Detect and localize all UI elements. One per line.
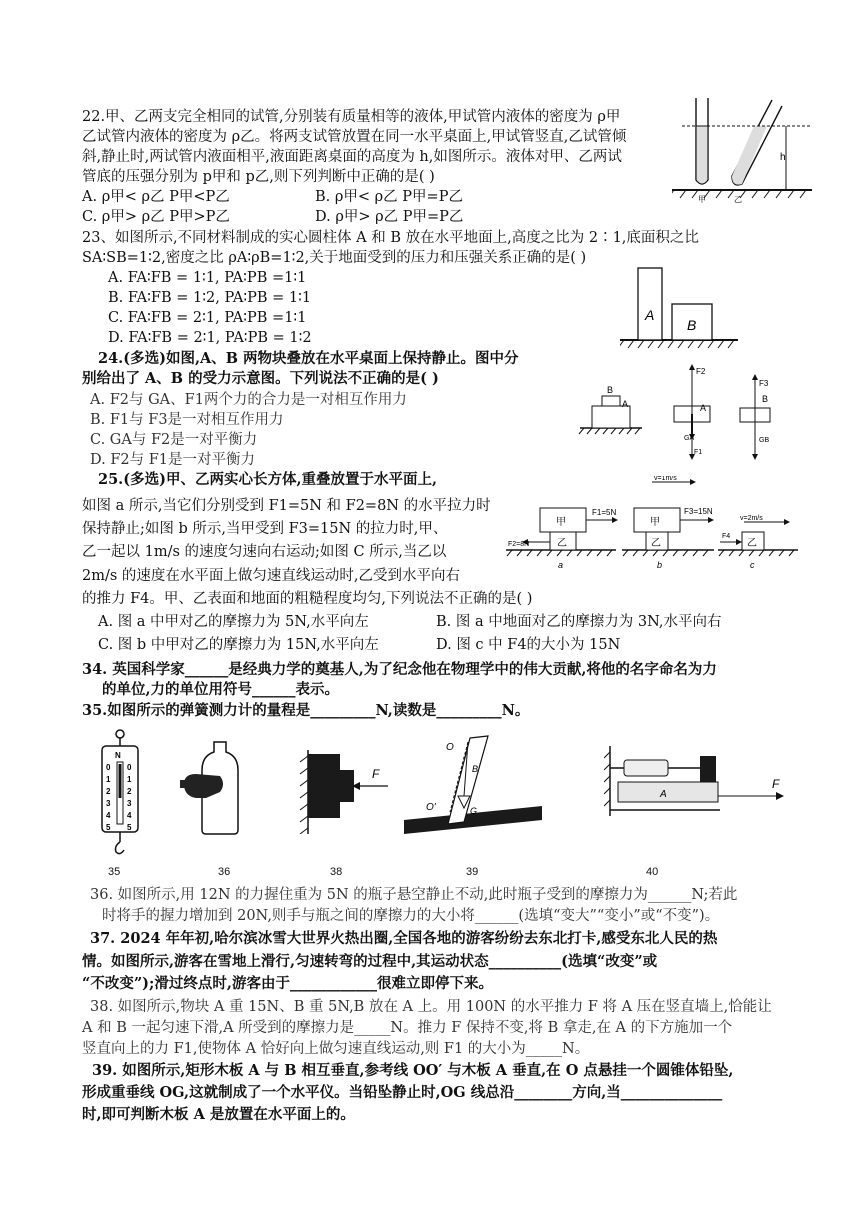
q23-option-a: A. FA∶FB = 1∶1, PA∶PB =1∶1: [108, 270, 307, 286]
fig38-wall-blocks: [296, 750, 392, 834]
q24-fig-gb-label: GB: [759, 437, 770, 444]
fig39-point-g: G: [470, 806, 478, 816]
fig35-scale-4: 4: [106, 811, 111, 820]
q38-line2: A 和 B 一起匀速下滑,A 所受到的摩擦力是_____N。推力 F 保持不变,将 B 拿走,在 A 的下方施加一个: [82, 1020, 733, 1036]
q22-fig-yi-label: 乙: [734, 195, 742, 204]
q36-line1: 36. 如图所示,用 12N 的力握住重为 5N 的瓶子悬空静止不动,此时瓶子受到的摩擦力为______N;若此: [90, 887, 738, 903]
q24-line1: 24.(多选)如图,A、B 两物块叠放在水平桌面上保持静止。图中分: [98, 350, 519, 367]
q23-cylinders-figure: [620, 262, 740, 354]
q25-fig-f3-label: F3=15N: [684, 507, 713, 516]
q23-line2: SA∶SB=1∶2,密度之比 ρA∶ρB=1∶2,关于地面受到的压力和压强关系正确的是( ): [82, 250, 587, 266]
q23-fig-a-label: A: [645, 307, 655, 323]
q22-option-a: A. ρ甲< ρ乙 P甲<P乙: [82, 189, 230, 205]
q25-fig-c-yi: 乙: [747, 538, 757, 549]
q25-fig-caption-c: c: [750, 560, 755, 570]
q24-option-a: A. F2与 GA、F1两个力的合力是一对相互作用力: [90, 392, 407, 408]
q25-line1: 25.(多选)甲、乙两实心长方体,重叠放置于水平面上,: [98, 471, 438, 488]
q25-fig-b-yi: 乙: [651, 538, 661, 549]
fig35-scale-r2: 2: [127, 787, 132, 796]
fig38-caption: 38: [330, 866, 343, 878]
fig35-caption: 35: [108, 866, 121, 878]
q22-line3: 斜,静止时,两试管内液面相平,液面距离桌面的高度为 h,如图所示。液体对甲、乙两试: [82, 149, 622, 165]
q24-option-d: D. F2与 F1是一对平衡力: [90, 452, 256, 468]
q22-option-d: D. ρ甲> ρ乙 P甲=P乙: [315, 209, 464, 225]
q25-fig-a-jia: 甲: [556, 517, 566, 528]
q22-fig-jia-label: 甲: [698, 195, 706, 204]
fig35-scale-2: 2: [106, 787, 111, 796]
fig36-hand-bottle: [180, 740, 250, 836]
q23-option-d: D. FA∶FB = 2∶1, PA∶PB = 1∶2: [108, 330, 312, 346]
q39-line2: 形成重垂线 OG,这就制成了一个水平仪。当铅坠静止时,OG 线总沿________方向,当______________: [82, 1084, 723, 1101]
fig35-scale-3: 3: [106, 799, 111, 808]
q24-fig-ga-label: GA: [684, 435, 695, 442]
q24-force-diagram-figure: [578, 362, 778, 462]
fig40-caption: 40: [646, 866, 659, 878]
fig35-scale-1: 1: [106, 775, 111, 784]
fig39-point-o-prime: O': [426, 802, 436, 813]
q23-line1: 23、如图所示,不同材料制成的实心圆柱体 A 和 B 放在水平地面上,高度之比为 2∶1,底面积之比: [82, 230, 699, 246]
fig35-scale-r3: 3: [127, 799, 132, 808]
q34-line2: 的单位,力的单位用符号______表示。: [102, 681, 340, 698]
q23-option-c: C. FA∶FB = 2∶1, PA∶PB =1∶1: [108, 310, 307, 326]
fig35-scale-r4: 4: [127, 811, 132, 820]
q22-line2: 乙试管内液体的密度为 ρ乙。将两支试管放置在同一水平桌面上,甲试管竖直,乙试管倾: [82, 129, 627, 145]
fig38-force-f: F: [372, 767, 380, 781]
q34-line1: 34. 英国科学家______是经典力学的奠基人,为了纪念他在物理学中的伟大贡献,将他的名字命名为力: [82, 661, 717, 678]
q35-line1: 35.如图所示的弹簧测力计的量程是_________N,读数是_________N。: [82, 702, 530, 719]
q25-option-d: D. 图 c 中 F4的大小为 15N: [436, 637, 621, 653]
fig39-point-o: O: [446, 742, 454, 753]
q24-fig-f1-label: F1: [694, 449, 703, 456]
q22-option-c: C. ρ甲> ρ乙 P甲>P乙: [82, 209, 230, 225]
q25-line6: 的推力 F4。甲、乙表面和地面的粗糙程度均匀,下列说法不正确的是( ): [82, 591, 533, 607]
q25-fig-v2-label: v=2m/s: [740, 515, 763, 522]
q25-option-c: C. 图 b 中甲对乙的摩擦力为 15N,水平向左: [98, 637, 379, 653]
q23-option-b: B. FA∶FB = 1∶2, PA∶PB = 1∶1: [108, 290, 312, 306]
q24-fig-f2-label: F2: [696, 367, 706, 376]
q25-fig-b-jia: 甲: [650, 517, 660, 528]
q22-fig-h-label: h: [780, 152, 786, 163]
q24-fig-b-label: B: [607, 385, 614, 395]
fig36-caption: 36: [218, 866, 231, 878]
q38-line3: 竖直向上的力 F1,使物体 A 恰好向上做匀速直线运动,则 F1 的大小为_____N。: [82, 1041, 590, 1057]
q37-line1: 37. 2024 年年初,哈尔滨冰雪大世界火热出圈,全国各地的游客纷纷去东北打卡,感受东北人民的热: [90, 930, 718, 947]
q25-fig-v1-label: v=1m/s: [654, 476, 677, 482]
q24-option-b: B. F1与 F3是一对相互作用力: [90, 412, 284, 428]
fig39-caption: 39: [466, 866, 479, 878]
q25-line5: 2m/s 的速度在水平面上做匀速直线运动时,乙受到水平向右: [82, 568, 461, 584]
q37-line2: 情。如图所示,游客在雪地上滑行,匀速转弯的过程中,其运动状态__________(选填“改变”或: [82, 953, 658, 970]
q24-option-c: C. GA与 F2是一对平衡力: [90, 432, 258, 448]
fig35-spring-scale: [96, 728, 156, 856]
fig35-scale-0: 0: [106, 763, 111, 772]
q25-fig-f2-label: F2=8N: [508, 541, 530, 548]
q39-line3: 时,即可判断木板 A 是放置在水平面上的。: [82, 1106, 355, 1123]
q25-fig-f4-label: F4: [722, 533, 731, 540]
fig39-level-instrument: [404, 734, 546, 848]
q39-line1: 39. 如图所示,矩形木板 A 与 B 相互垂直,参考线 OO′ 与木板 A 垂直,在 O 点悬挂一个圆锥体铅坠,: [92, 1062, 734, 1079]
q25-three-blocks-figure: [504, 476, 800, 572]
q24-fig-f3-label: F3: [759, 379, 769, 388]
fig40-board-a: A: [660, 789, 667, 800]
q25-line4: 乙一起以 1m/s 的速度匀速向右运动;如图 C 所示,当乙以: [82, 544, 447, 560]
q22-line4: 管底的压强分别为 p甲和 p乙,则下列判断中正确的是( ): [82, 169, 435, 185]
q25-option-a: A. 图 a 中甲对乙的摩擦力为 5N,水平向左: [98, 614, 369, 630]
q25-line3: 保持静止;如图 b 所示,当甲受到 F3=15N 的拉力时,甲、: [82, 521, 448, 537]
fig35-scale-r0: 0: [127, 763, 132, 772]
q25-option-b: B. 图 a 中地面对乙的摩擦力为 3N,水平向右: [436, 614, 722, 630]
q23-fig-b-label: B: [687, 317, 697, 333]
fig35-unit-n: N: [115, 751, 121, 760]
q25-line2: 如图 a 所示,当它们分别受到 F1=5N 和 F2=8N 的水平拉力时: [82, 498, 491, 514]
fig39-board-b: B: [472, 764, 479, 774]
fig40-force-f: F: [772, 777, 780, 791]
q25-fig-caption-a: a: [558, 560, 564, 570]
q24-fig-b2-label: B: [762, 394, 769, 404]
fig35-scale-r5: 5: [127, 823, 132, 832]
fig35-scale-r1: 1: [127, 775, 132, 784]
q38-line1: 38. 如图所示,物块 A 重 15N、B 重 5N,B 放在 A 上。用 100N 的水平推力 F 将 A 压在竖直墙上,恰能让: [90, 999, 772, 1015]
q22-test-tubes-figure: [672, 96, 822, 206]
q22-line1: 22.甲、乙两支完全相同的试管,分别装有质量相等的液体,甲试管内液体的密度为 ρ甲: [82, 109, 621, 125]
fig40-spring-scale-board: [604, 746, 794, 822]
q24-fig-a-label: A: [622, 399, 629, 409]
q24-fig-a2-label: A: [700, 403, 707, 413]
q24-line2: 别给出了 A、B 的受力示意图。下列说法不正确的是( ): [82, 370, 439, 387]
q37-line3: “不改变”);滑过终点时,游客由于____________很难立即停下来。: [82, 975, 493, 992]
q25-fig-f1-label: F1=5N: [592, 508, 617, 517]
fig35-scale-5: 5: [106, 823, 111, 832]
q25-fig-caption-b: b: [657, 560, 663, 570]
q36-line2: 时将手的握力增加到 20N,则手与瓶之间的摩擦力的大小将______(选填“变大”“变小”或“不变”)。: [102, 908, 720, 924]
q22-option-b: B. ρ甲< ρ乙 P甲=P乙: [315, 189, 463, 205]
q25-fig-a-yi: 乙: [557, 538, 567, 549]
